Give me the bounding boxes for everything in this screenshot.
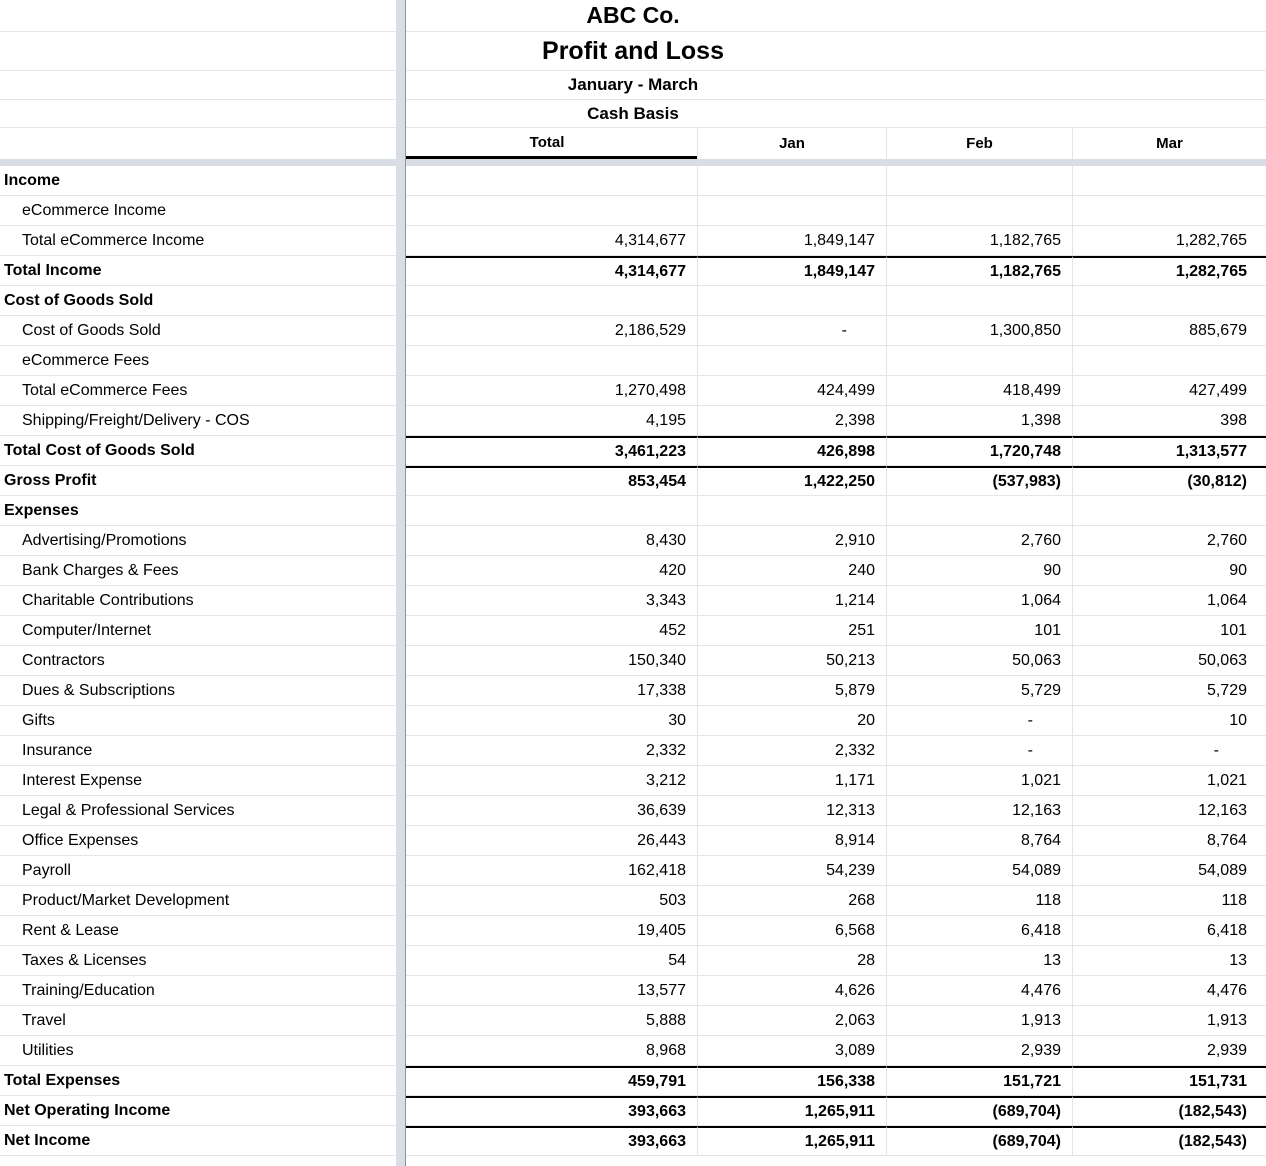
- value-cell-total[interactable]: [397, 166, 697, 196]
- value-cell-jan[interactable]: 2,332: [697, 736, 886, 766]
- row-label-cell[interactable]: Taxes & Licenses: [0, 946, 397, 976]
- value-cell-jan[interactable]: 240: [697, 556, 886, 586]
- table-row: [0, 316, 1266, 346]
- column-header-total[interactable]: Total: [397, 128, 697, 159]
- value-cell-mar[interactable]: 50,063: [1072, 646, 1266, 676]
- row-label-cell[interactable]: Net Operating Income: [0, 1096, 397, 1126]
- row-label-cell[interactable]: Gifts: [0, 706, 397, 736]
- table-row: [0, 616, 1266, 646]
- value-cell-jan[interactable]: 20: [697, 706, 886, 736]
- value-cell-feb[interactable]: 2,939: [886, 1036, 1072, 1066]
- value-cell-jan[interactable]: 1,422,250: [697, 466, 886, 496]
- value-cell-mar[interactable]: 1,064: [1072, 586, 1266, 616]
- frozen-pane-horizontal-divider: [0, 159, 1266, 166]
- table-row: [0, 256, 1266, 286]
- value-cell-feb[interactable]: 151,721: [886, 1066, 1072, 1096]
- value-cell-total[interactable]: 1,270,498: [397, 376, 697, 406]
- value-cell-total[interactable]: 3,461,223: [397, 436, 697, 466]
- row-label-cell[interactable]: Travel: [0, 1006, 397, 1036]
- value-cell-feb[interactable]: (689,704): [886, 1096, 1072, 1126]
- table-row: [0, 556, 1266, 586]
- row-label-cell[interactable]: Office Expenses: [0, 826, 397, 856]
- value-cell-feb[interactable]: 1,720,748: [886, 436, 1072, 466]
- value-cell-total[interactable]: 3,212: [397, 766, 697, 796]
- value-cell-mar[interactable]: (182,543): [1072, 1096, 1266, 1126]
- table-row: [0, 736, 1266, 766]
- table-row: [0, 1066, 1266, 1096]
- column-header-spacer: [0, 128, 397, 159]
- value-cell-mar[interactable]: 2,939: [1072, 1036, 1266, 1066]
- value-cell-mar[interactable]: 118: [1072, 886, 1266, 916]
- table-row: [0, 766, 1266, 796]
- value-cell-feb[interactable]: [886, 196, 1072, 226]
- column-header-feb[interactable]: Feb: [886, 128, 1072, 159]
- table-row: [0, 226, 1266, 256]
- value-cell-jan[interactable]: 3,089: [697, 1036, 886, 1066]
- value-cell-total[interactable]: [397, 286, 697, 316]
- report-name-title: Profit and Loss: [0, 32, 1266, 71]
- value-cell-feb[interactable]: 118: [886, 886, 1072, 916]
- row-label-cell[interactable]: Charitable Contributions: [0, 586, 397, 616]
- value-cell-total[interactable]: 2,332: [397, 736, 697, 766]
- value-cell-feb[interactable]: -: [886, 736, 1072, 766]
- value-cell-feb[interactable]: 50,063: [886, 646, 1072, 676]
- value-cell-jan[interactable]: -: [697, 316, 886, 346]
- value-cell-mar[interactable]: 1,282,765: [1072, 256, 1266, 286]
- value-cell-feb[interactable]: [886, 166, 1072, 196]
- value-cell-feb[interactable]: (537,983): [886, 466, 1072, 496]
- row-label-cell[interactable]: Total Cost of Goods Sold: [0, 436, 397, 466]
- value-cell-jan[interactable]: 4,626: [697, 976, 886, 1006]
- value-cell-mar[interactable]: 2,760: [1072, 526, 1266, 556]
- row-label-cell[interactable]: Gross Profit: [0, 466, 397, 496]
- row-label-cell[interactable]: Total Expenses: [0, 1066, 397, 1096]
- value-cell-total[interactable]: [397, 196, 697, 226]
- value-cell-total[interactable]: 17,338: [397, 676, 697, 706]
- value-cell-mar[interactable]: 151,731: [1072, 1066, 1266, 1096]
- row-label-cell[interactable]: eCommerce Fees: [0, 346, 397, 376]
- value-cell-feb[interactable]: 1,398: [886, 406, 1072, 436]
- column-header-jan[interactable]: Jan: [697, 128, 886, 159]
- value-cell-total[interactable]: 503: [397, 886, 697, 916]
- table-row: [0, 856, 1266, 886]
- value-cell-total[interactable]: 13,577: [397, 976, 697, 1006]
- value-cell-jan[interactable]: [697, 286, 886, 316]
- value-cell-jan[interactable]: 1,171: [697, 766, 886, 796]
- value-cell-total[interactable]: 36,639: [397, 796, 697, 826]
- value-cell-mar[interactable]: 101: [1072, 616, 1266, 646]
- value-cell-jan[interactable]: 50,213: [697, 646, 886, 676]
- row-label-cell[interactable]: Net Income: [0, 1126, 397, 1156]
- value-cell-total[interactable]: 150,340: [397, 646, 697, 676]
- table-row: [0, 826, 1266, 856]
- value-cell-feb[interactable]: 1,021: [886, 766, 1072, 796]
- value-cell-feb[interactable]: 4,476: [886, 976, 1072, 1006]
- table-row: [0, 796, 1266, 826]
- row-label-cell[interactable]: Cost of Goods Sold: [0, 286, 397, 316]
- row-label-cell[interactable]: Shipping/Freight/Delivery - COS: [0, 406, 397, 436]
- value-cell-feb[interactable]: 54,089: [886, 856, 1072, 886]
- value-cell-feb[interactable]: (689,704): [886, 1126, 1072, 1156]
- value-cell-feb[interactable]: 1,913: [886, 1006, 1072, 1036]
- value-cell-total[interactable]: 853,454: [397, 466, 697, 496]
- row-label-cell[interactable]: Insurance: [0, 736, 397, 766]
- row-label-cell[interactable]: Product/Market Development: [0, 886, 397, 916]
- value-cell-feb[interactable]: [886, 496, 1072, 526]
- table-row: [0, 1006, 1266, 1036]
- table-row: [0, 976, 1266, 1006]
- value-cell-total[interactable]: 4,314,677: [397, 226, 697, 256]
- value-cell-feb[interactable]: 6,418: [886, 916, 1072, 946]
- table-row: [0, 706, 1266, 736]
- table-row: [0, 166, 1266, 196]
- value-cell-mar[interactable]: 398: [1072, 406, 1266, 436]
- value-cell-total[interactable]: 19,405: [397, 916, 697, 946]
- value-cell-feb[interactable]: [886, 286, 1072, 316]
- value-cell-jan[interactable]: 268: [697, 886, 886, 916]
- value-cell-jan[interactable]: 1,265,911: [697, 1096, 886, 1126]
- table-row: [0, 466, 1266, 496]
- table-row: [0, 1126, 1266, 1156]
- table-row: [0, 496, 1266, 526]
- row-label-cell[interactable]: Utilities: [0, 1036, 397, 1066]
- table-row: [0, 946, 1266, 976]
- value-cell-total[interactable]: 420: [397, 556, 697, 586]
- table-row: [0, 286, 1266, 316]
- value-cell-mar[interactable]: [1072, 286, 1266, 316]
- frozen-pane-vertical-divider: [396, 0, 406, 1166]
- row-label-cell[interactable]: Interest Expense: [0, 766, 397, 796]
- row-label-cell[interactable]: Contractors: [0, 646, 397, 676]
- value-cell-feb[interactable]: 1,182,765: [886, 256, 1072, 286]
- table-row: [0, 886, 1266, 916]
- report-body: [0, 166, 1266, 1156]
- value-cell-jan[interactable]: 54,239: [697, 856, 886, 886]
- table-row: [0, 646, 1266, 676]
- value-cell-mar[interactable]: 54,089: [1072, 856, 1266, 886]
- value-cell-mar[interactable]: 10: [1072, 706, 1266, 736]
- value-cell-mar[interactable]: 4,476: [1072, 976, 1266, 1006]
- row-label-cell[interactable]: Dues & Subscriptions: [0, 676, 397, 706]
- value-cell-mar[interactable]: [1072, 166, 1266, 196]
- value-cell-total[interactable]: 3,343: [397, 586, 697, 616]
- value-cell-jan[interactable]: 2,910: [697, 526, 886, 556]
- value-cell-total[interactable]: [397, 496, 697, 526]
- value-cell-total[interactable]: 4,195: [397, 406, 697, 436]
- value-cell-total[interactable]: 8,968: [397, 1036, 697, 1066]
- value-cell-mar[interactable]: 13: [1072, 946, 1266, 976]
- table-row: [0, 676, 1266, 706]
- value-cell-feb[interactable]: 2,760: [886, 526, 1072, 556]
- value-cell-jan[interactable]: 251: [697, 616, 886, 646]
- value-cell-total[interactable]: 5,888: [397, 1006, 697, 1036]
- row-label-cell[interactable]: Cost of Goods Sold: [0, 316, 397, 346]
- value-cell-jan[interactable]: 1,849,147: [697, 226, 886, 256]
- table-row: [0, 1036, 1266, 1066]
- value-cell-total[interactable]: 162,418: [397, 856, 697, 886]
- value-cell-total[interactable]: 26,443: [397, 826, 697, 856]
- column-header-mar[interactable]: Mar: [1072, 128, 1266, 159]
- value-cell-jan[interactable]: 156,338: [697, 1066, 886, 1096]
- value-cell-mar[interactable]: 8,764: [1072, 826, 1266, 856]
- table-row: [0, 406, 1266, 436]
- report-period: January - March: [0, 71, 1266, 100]
- value-cell-feb[interactable]: 418,499: [886, 376, 1072, 406]
- value-cell-jan[interactable]: [697, 496, 886, 526]
- value-cell-total[interactable]: 393,663: [397, 1096, 697, 1126]
- value-cell-mar[interactable]: 427,499: [1072, 376, 1266, 406]
- value-cell-jan[interactable]: 1,265,911: [697, 1126, 886, 1156]
- value-cell-jan[interactable]: [697, 346, 886, 376]
- table-row: [0, 376, 1266, 406]
- value-cell-mar[interactable]: [1072, 496, 1266, 526]
- value-cell-total[interactable]: 30: [397, 706, 697, 736]
- row-label-cell[interactable]: Income: [0, 166, 397, 196]
- table-row: [0, 526, 1266, 556]
- value-cell-mar[interactable]: 90: [1072, 556, 1266, 586]
- value-cell-jan[interactable]: 6,568: [697, 916, 886, 946]
- value-cell-jan[interactable]: 426,898: [697, 436, 886, 466]
- table-row: [0, 436, 1266, 466]
- row-label-cell[interactable]: Computer/Internet: [0, 616, 397, 646]
- column-header-row: [0, 128, 1266, 159]
- value-cell-total[interactable]: 4,314,677: [397, 256, 697, 286]
- value-cell-mar[interactable]: 1,313,577: [1072, 436, 1266, 466]
- value-cell-jan[interactable]: 5,879: [697, 676, 886, 706]
- row-label-cell[interactable]: Bank Charges & Fees: [0, 556, 397, 586]
- row-label-cell[interactable]: Legal & Professional Services: [0, 796, 397, 826]
- row-label-cell[interactable]: Total eCommerce Income: [0, 226, 397, 256]
- value-cell-jan[interactable]: 2,063: [697, 1006, 886, 1036]
- value-cell-total[interactable]: 452: [397, 616, 697, 646]
- value-cell-mar[interactable]: [1072, 196, 1266, 226]
- value-cell-mar[interactable]: [1072, 346, 1266, 376]
- value-cell-feb[interactable]: 1,182,765: [886, 226, 1072, 256]
- value-cell-mar[interactable]: -: [1072, 736, 1266, 766]
- value-cell-jan[interactable]: 1,849,147: [697, 256, 886, 286]
- table-row: [0, 1096, 1266, 1126]
- value-cell-feb[interactable]: -: [886, 706, 1072, 736]
- value-cell-feb[interactable]: 5,729: [886, 676, 1072, 706]
- value-cell-jan[interactable]: 424,499: [697, 376, 886, 406]
- value-cell-mar[interactable]: 1,021: [1072, 766, 1266, 796]
- value-cell-jan[interactable]: 1,214: [697, 586, 886, 616]
- table-row: [0, 916, 1266, 946]
- table-row: [0, 196, 1266, 226]
- table-row: [0, 586, 1266, 616]
- value-cell-feb[interactable]: 90: [886, 556, 1072, 586]
- report-company-title: ABC Co.: [0, 0, 1266, 32]
- value-cell-mar[interactable]: 1,913: [1072, 1006, 1266, 1036]
- row-label-cell[interactable]: Rent & Lease: [0, 916, 397, 946]
- value-cell-mar[interactable]: (30,812): [1072, 466, 1266, 496]
- value-cell-total[interactable]: 393,663: [397, 1126, 697, 1156]
- row-label-cell[interactable]: Expenses: [0, 496, 397, 526]
- value-cell-mar[interactable]: 5,729: [1072, 676, 1266, 706]
- value-cell-total[interactable]: 2,186,529: [397, 316, 697, 346]
- value-cell-feb[interactable]: 1,300,850: [886, 316, 1072, 346]
- row-label-cell[interactable]: Payroll: [0, 856, 397, 886]
- report-basis: Cash Basis: [0, 100, 1266, 128]
- value-cell-feb[interactable]: 13: [886, 946, 1072, 976]
- value-cell-feb[interactable]: 101: [886, 616, 1072, 646]
- value-cell-feb[interactable]: 8,764: [886, 826, 1072, 856]
- value-cell-mar[interactable]: 12,163: [1072, 796, 1266, 826]
- value-cell-total[interactable]: 8,430: [397, 526, 697, 556]
- value-cell-jan[interactable]: 12,313: [697, 796, 886, 826]
- value-cell-jan[interactable]: [697, 196, 886, 226]
- value-cell-feb[interactable]: 12,163: [886, 796, 1072, 826]
- value-cell-feb[interactable]: 1,064: [886, 586, 1072, 616]
- row-label-cell[interactable]: eCommerce Income: [0, 196, 397, 226]
- value-cell-mar[interactable]: 1,282,765: [1072, 226, 1266, 256]
- row-label-cell[interactable]: Total eCommerce Fees: [0, 376, 397, 406]
- value-cell-jan[interactable]: 8,914: [697, 826, 886, 856]
- table-row: [0, 346, 1266, 376]
- value-cell-total[interactable]: 459,791: [397, 1066, 697, 1096]
- value-cell-jan[interactable]: 2,398: [697, 406, 886, 436]
- value-cell-jan[interactable]: [697, 166, 886, 196]
- row-label-cell[interactable]: Total Income: [0, 256, 397, 286]
- row-label-cell[interactable]: Advertising/Promotions: [0, 526, 397, 556]
- row-label-cell[interactable]: Training/Education: [0, 976, 397, 1006]
- value-cell-mar[interactable]: (182,543): [1072, 1126, 1266, 1156]
- value-cell-feb[interactable]: [886, 346, 1072, 376]
- value-cell-jan[interactable]: 28: [697, 946, 886, 976]
- value-cell-mar[interactable]: 6,418: [1072, 916, 1266, 946]
- value-cell-mar[interactable]: 885,679: [1072, 316, 1266, 346]
- value-cell-total[interactable]: [397, 346, 697, 376]
- value-cell-total[interactable]: 54: [397, 946, 697, 976]
